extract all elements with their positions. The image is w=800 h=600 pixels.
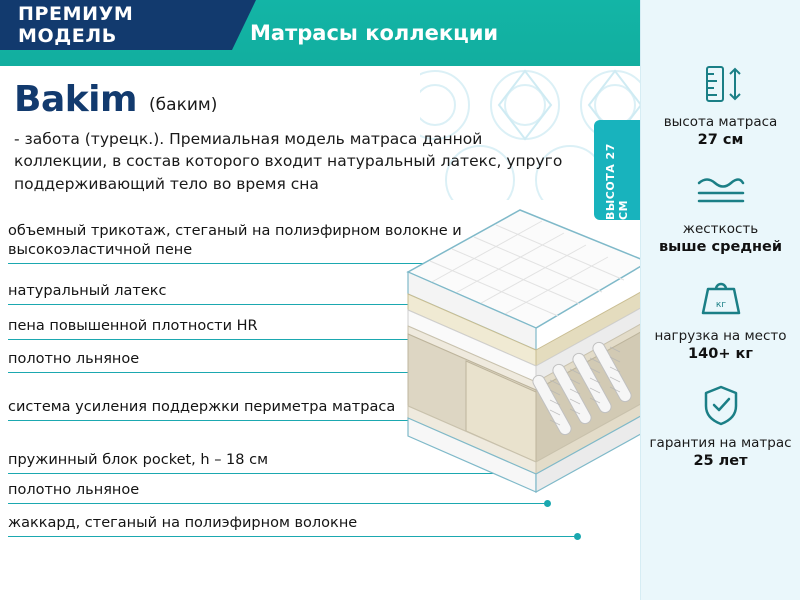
product-description: - забота (турецк.). Премиальная модель матраса данной коллекции, в состав которого входит натуральный латекс, упруго поддерживающий тело во время сна: [14, 130, 563, 193]
layer-callout-7-label: полотно льняное: [8, 482, 140, 498]
spec-warranty-label: гарантия на матрас: [649, 435, 792, 451]
layer-callout-3: [8, 317, 438, 340]
layer-callout-2: [8, 282, 448, 305]
layer-callout-1-label: объемный трикотаж, стеганый на полиэфирном волокне и высокоэластичной пене: [8, 223, 462, 258]
callout-dot: [574, 533, 581, 540]
callout-rule: [8, 339, 438, 340]
layer-callout-5-label: система усиления поддержки периметра матраса: [8, 399, 396, 415]
layer-callout-8-label: жаккард, стеганый на полиэфирном волокне: [8, 515, 358, 531]
firmness-waves-icon: [641, 165, 800, 217]
height-ruler-icon: [641, 58, 800, 110]
specs-sidebar: [640, 0, 800, 600]
spec-height: [641, 58, 800, 149]
mattress-illustration: [400, 200, 650, 530]
layer-callout-1: [8, 222, 463, 264]
spec-firmness-value: выше средней: [658, 238, 783, 255]
spec-load: [641, 272, 800, 363]
spec-height-label: высота матраса: [663, 114, 778, 130]
spec-load-value: 140+ кг: [688, 345, 753, 362]
weight-kg-icon: [641, 272, 800, 324]
callout-rule: [8, 372, 433, 373]
premium-badge: ПРЕМИУМ МОДЕЛЬ: [0, 0, 232, 50]
spec-height-value: 27 см: [697, 131, 744, 148]
spec-warranty: [641, 379, 800, 470]
product-name: Bakim: [14, 79, 138, 120]
layer-callout-3-label: пена повышенной плотности HR: [8, 318, 258, 334]
layer-callout-4: [8, 350, 433, 373]
spec-firmness: [641, 165, 800, 256]
layer-callout-6-label: пружинный блок pocket, h – 18 см: [8, 452, 269, 468]
callout-rule: [8, 536, 578, 537]
layer-callout-2-label: натуральный латекс: [8, 283, 167, 299]
spec-load-label: нагрузка на место: [654, 328, 787, 344]
layer-callout-4-label: полотно льняное: [8, 351, 140, 367]
collection-title: Матрасы коллекции: [250, 21, 499, 45]
spec-firmness-label: жесткость: [682, 221, 759, 237]
product-translit: (баким): [149, 95, 218, 115]
height-side-tab: [594, 120, 640, 220]
svg-text:кг: кг: [715, 300, 726, 310]
spec-warranty-value: 25 лет: [693, 452, 748, 469]
height-side-tab-label: ВЫСОТА 27 СМ: [604, 143, 630, 220]
callout-rule: [8, 263, 463, 264]
brand-block: [14, 79, 218, 120]
warranty-check-icon: [641, 379, 800, 431]
callout-rule: [8, 304, 448, 305]
